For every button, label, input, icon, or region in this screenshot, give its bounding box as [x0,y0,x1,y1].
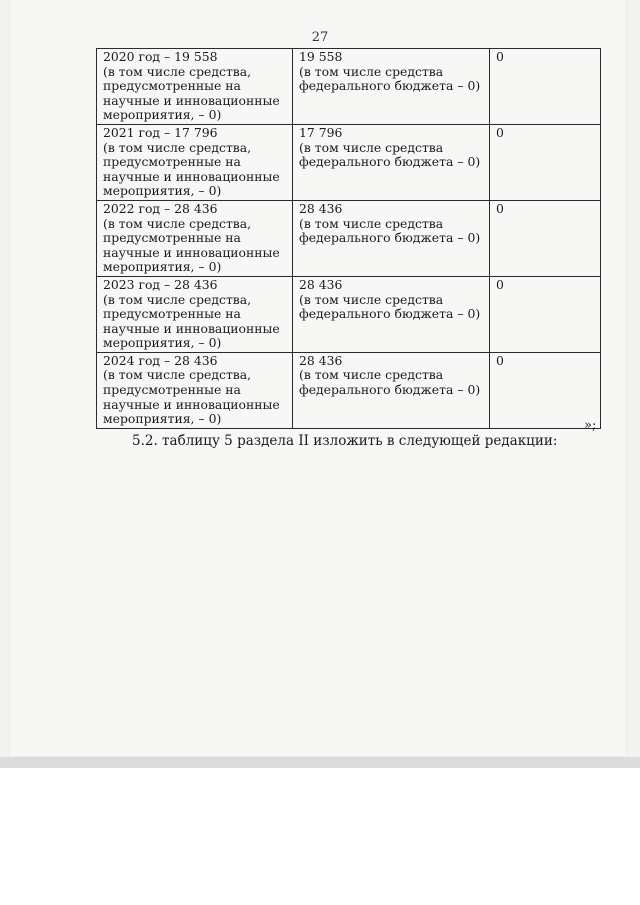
table-row [97,352,601,428]
table-cell-zero: 0 [490,49,601,125]
table-cell-year-total: 2023 год – 28 436 (в том числе средства, предусмотренные на научные и инновационные мероприятия, – 0) [97,276,293,352]
table-cell-year-total: 2022 год – 28 436 (в том числе средства, предусмотренные на научные и инновационные мероприятия, – 0) [97,200,293,276]
table-cell-year-total: 2021 год – 17 796 (в том числе средства, предусмотренные на научные и инновационные мероприятия, – 0) [97,124,293,200]
table-cell-amount: 28 436 (в том числе средства федерального бюджета – 0) [293,276,490,352]
table-cell-year-total: 2020 год – 19 558 (в том числе средства, предусмотренные на научные и инновационные мероприятия, – 0) [97,49,293,125]
closing-quote-mark: »; [584,418,597,433]
funding-table [96,48,601,429]
table-cell-zero: 0 [490,352,601,428]
page-number: 27 [311,30,329,45]
table-cell-amount: 28 436 (в том числе средства федерального бюджета – 0) [293,352,490,428]
table-row [97,276,601,352]
table-cell-year-total: 2024 год – 28 436 (в том числе средства, предусмотренные на научные и инновационные мероприятия, – 0) [97,352,293,428]
instruction-paragraph: 5.2. таблицу 5 раздела II изложить в следующей редакции: [132,433,558,449]
table-row [97,49,601,125]
table-row [97,124,601,200]
scan-edge-shadow [0,757,640,768]
table-cell-zero: 0 [490,124,601,200]
table-cell-amount: 28 436 (в том числе средства федерального бюджета – 0) [293,200,490,276]
table-cell-zero: 0 [490,200,601,276]
table-cell-amount: 17 796 (в том числе средства федерального бюджета – 0) [293,124,490,200]
table-cell-zero: 0 [490,276,601,352]
table-row [97,200,601,276]
table-cell-amount: 19 558 (в том числе средства федерального бюджета – 0) [293,49,490,125]
